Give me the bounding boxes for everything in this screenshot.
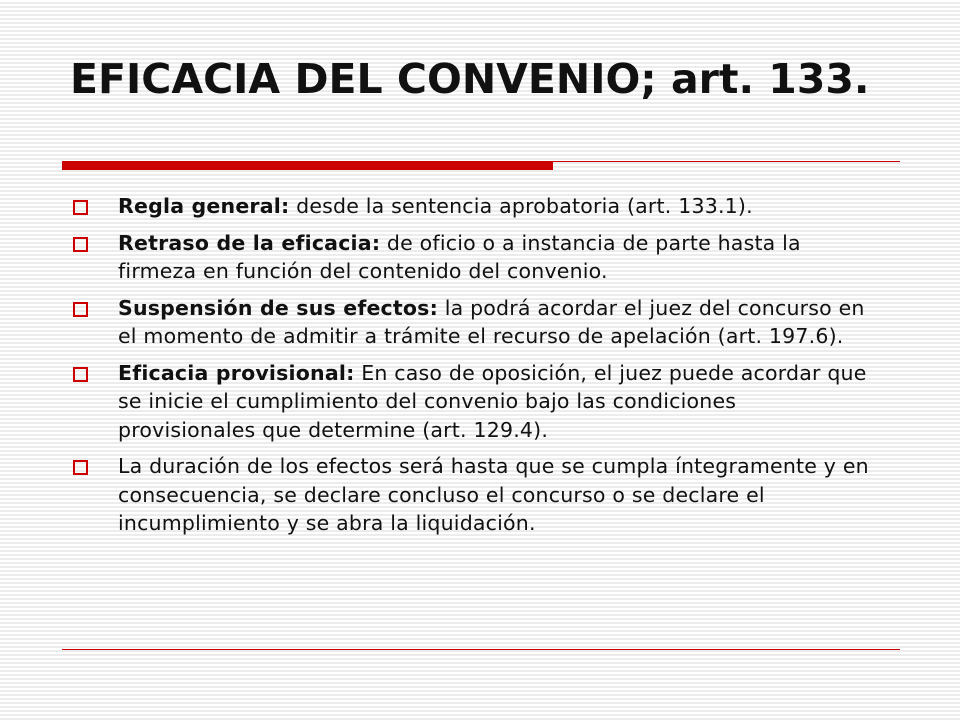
bullet-list [72, 192, 872, 546]
square-bullet-icon [73, 367, 88, 382]
bullet-item-regla-general [72, 192, 872, 221]
bullet-text: desde la sentencia aprobatoria (art. 133.1). [289, 194, 753, 218]
bullet-text: En caso de oposición, el juez puede acordar que se inicie el cumplimiento del convenio bajo las condiciones provisionales que determine (art. 129.4). [118, 360, 867, 442]
bullet-item-suspension [72, 294, 872, 351]
bullet-item-retraso [72, 229, 872, 286]
bullet-text: La duración de los efectos será hasta que se cumpla íntegramente y en consecuencia, se declare concluso el concurso o se declare el incumplimiento y se abra la liquidación. [118, 454, 869, 535]
bullet-lead: Eficacia provisional: [118, 360, 355, 385]
bullet-lead: Suspensión de sus efectos: [118, 295, 438, 320]
square-bullet-icon [73, 460, 88, 475]
footer-divider [62, 649, 900, 650]
title-underline-bar [62, 162, 553, 170]
bullet-item-duracion [72, 452, 872, 538]
square-bullet-icon [73, 200, 88, 215]
bullet-lead: Retraso de la eficacia: [118, 230, 381, 255]
bullet-lead: Regla general: [118, 194, 290, 218]
bullet-item-eficacia-provisional [72, 359, 872, 445]
square-bullet-icon [73, 237, 88, 252]
bullet-text: la podrá acordar el juez del concurso en el momento de admitir a trámite el recurso de apelación (art. 197.6). [118, 295, 865, 348]
slide-title: EFICACIA DEL CONVENIO; art. 133. [70, 55, 870, 103]
bullet-text: de oficio o a instancia de parte hasta la firmeza en función del contenido del convenio. [118, 230, 801, 283]
square-bullet-icon [73, 302, 88, 317]
